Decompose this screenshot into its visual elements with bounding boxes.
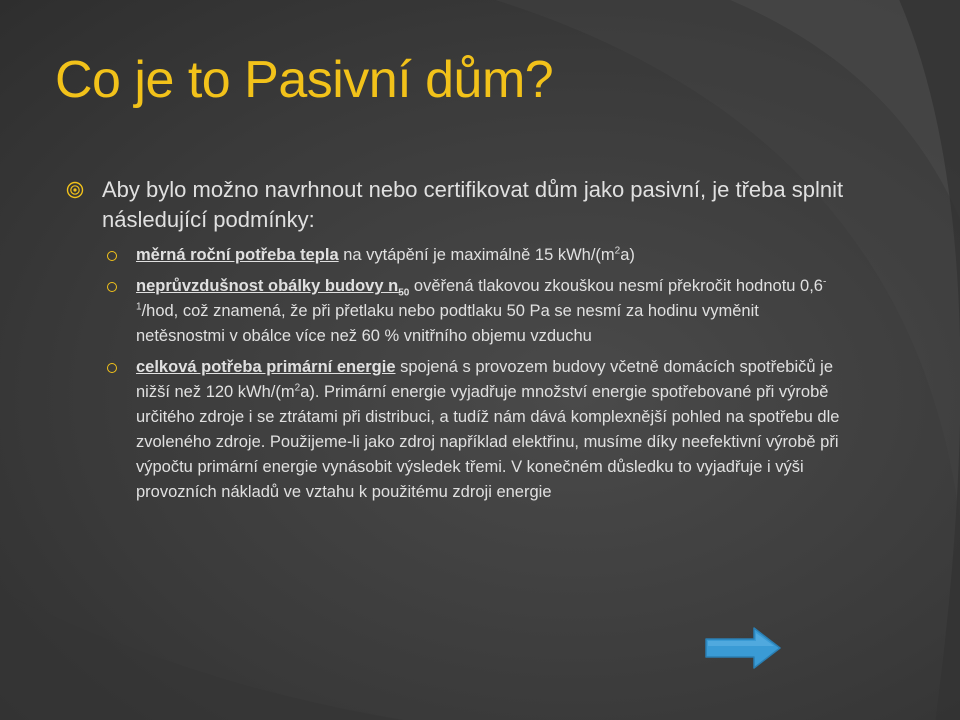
next-slide-button[interactable] bbox=[702, 625, 784, 671]
item-superscript: -1 bbox=[136, 276, 827, 313]
item-text: ověřená tlakovou zkouškou nesmí překročit hodnotu 0,6 bbox=[409, 277, 823, 295]
item-text: /hod, což znamená, že při přetlaku nebo podtlaku 50 Pa se nesmí za hodinu vyměnit netěsnostmi v obálce více než 60 % vnitřního objemu vzduchu bbox=[136, 302, 759, 345]
item-superscript: 2 bbox=[294, 382, 301, 394]
item-text: a). Primární energie vyjadřuje množství energie spotřebované při výrobě určitého zdroje i se ztrátami při distribuci, a tudíž nám dává komplexnější pohled na spotřebu dle zvoleného zdroje. Použijeme-li jako zdroj například elektřinu, musíme díky neefektivní výrobě při výpočtu primární energie vynásobit výsledek třemi. V konečném důsledku to vyjadřuje i výši provozních nákladů ve vztahu k použitému zdroji energie bbox=[136, 383, 840, 501]
item-text: spojená s provozem budovy včetně domácích spotřebičů je nižší než 120 kWh/(m bbox=[136, 358, 834, 401]
rings-bullet-icon bbox=[66, 181, 84, 199]
item-text: a) bbox=[620, 246, 635, 264]
list-item bbox=[66, 274, 846, 349]
term-primary-energy: celková potřeba primární energie bbox=[136, 358, 396, 376]
intro-bullet bbox=[66, 175, 846, 235]
term-subscript: 50 bbox=[398, 287, 410, 299]
slide-body bbox=[66, 175, 846, 511]
circle-bullet-icon bbox=[107, 251, 117, 261]
item-superscript: 2 bbox=[614, 245, 621, 257]
term-airtightness bbox=[136, 277, 410, 299]
circle-bullet-icon bbox=[107, 282, 117, 292]
intro-text: Aby bylo možno navrhnout nebo certifikovat dům jako pasivní, je třeba splnit následující podmínky: bbox=[102, 177, 844, 232]
circle-bullet-icon bbox=[107, 363, 117, 373]
term-heating-demand: měrná roční potřeba tepla bbox=[136, 246, 339, 264]
item-text: na vytápění je maximálně 15 kWh/(m bbox=[338, 246, 615, 264]
slide-title: Co je to Pasivní dům? bbox=[55, 51, 554, 109]
list-item bbox=[66, 355, 846, 505]
arrow-right-icon bbox=[706, 628, 780, 668]
list-item bbox=[66, 243, 846, 268]
term-text: neprůvzdušnost obálky budovy n bbox=[136, 277, 399, 295]
